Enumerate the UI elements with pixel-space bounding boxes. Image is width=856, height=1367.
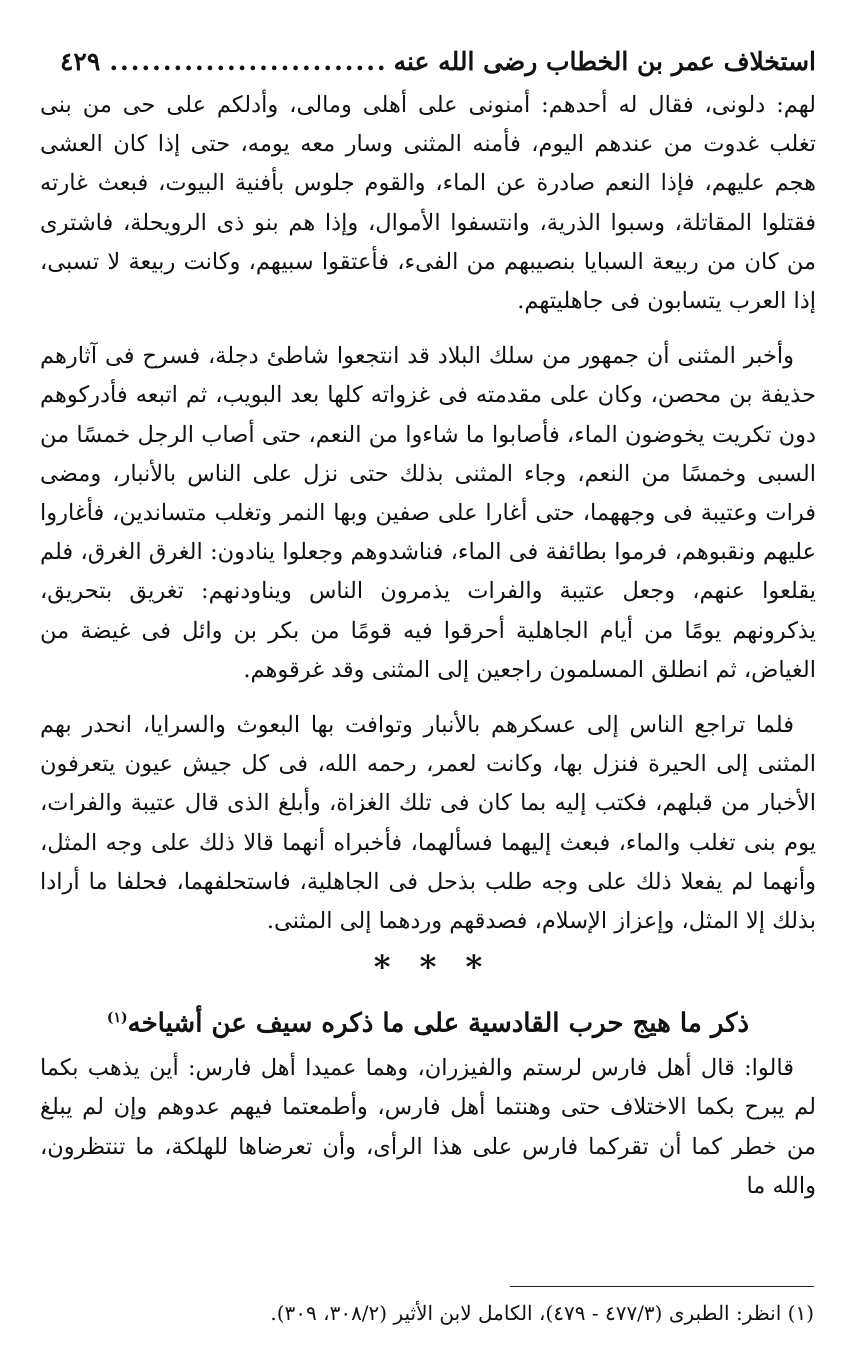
header-title: استخلاف عمر بن الخطاب رضى الله عنه	[393, 47, 816, 76]
running-header	[60, 38, 816, 86]
paragraph-1: لهم: دلونى، فقال له أحدهم: أمنونى على أهلى ومالى، وأدلكم على حى من بنى تغلب غدوت من عندهم اليوم، فأمنه المثنى وسار معه يومه، حتى إذا كان العشى هجم عليهم، فإذا النعم صادرة عن الماء، والقوم جلوس بأفنية البيوت، فبعث غارته فقتلوا المقاتلة، وسبوا الذرية، وانتسفوا الأموال، وإذا هم بنو ذى الرويحلة، فاشترى من كان من ربيعة السبايا بنصيبهم من الفىء، فأعتقوا سبيهم، وكانت ربيعة لا تسبى، إذا العرب يتسابون فى جاهليتهم.	[40, 92, 816, 315]
footnote-divider	[510, 1286, 814, 1287]
section-heading-text: ذكر ما هيج حرب القادسية على ما ذكره سيف عن أشياخه	[127, 1008, 750, 1039]
paragraph-2: وأخبر المثنى أن جمهور من سلك البلاد قد انتجعوا شاطئ دجلة، فسرح فى آثارهم حذيفة بن محصن، وكان على مقدمته فى غزواته كلها بعد البويب، ثم اتبعه فأدركوهم دون تكريت يخوضون الماء، فأصابوا ما شاءوا من النعم، حتى أصاب الرجل خمسًا من السبى وخمسًا من النعم، وجاء المثنى بذلك حتى نزل على الناس بالأنبار، ومضى فرات وعتيبة فى وجههما، حتى أغارا على صفين وبها النمر وتغلب متساندين، فأغاروا عليهم ونقبوهم، فرموا بطائفة فى الماء، فناشدوهم وجعلوا ينادون: الغرق الغرق، فلم يقلعوا عنهم، وجعل عتيبة والفرات يذمرون الناس ويناودنهم: تغريق بتحريق، يذكرونهم يومًا من أيام الجاهلية أحرقوا فيه قومًا من بكر بن وائل فى غيضة من الغياض، ثم انطلق المسلمون راجعين إلى المثنى وقد غرقوهم.	[40, 343, 816, 683]
paragraph-4: قالوا: قال أهل فارس لرستم والفيزران، وهما عميدا أهل فارس: أين يذهب بكما لم يبرح بكما الاختلاف حتى وهنتما أهل فارس، وأطمعتما فيهم عدوهم وإن لم يبلغ من خطر كما أن تقركما فارس على هذا الرأى، وأن تعرضاها للهلكة، ما تنتظرون، والله ما	[40, 1055, 816, 1199]
paragraph-3: فلما تراجع الناس إلى عسكرهم بالأنبار وتوافت بها البعوث والسرايا، انحدر بهم المثنى إلى الحيرة فنزل بها، وكانت لعمر، رحمه الله، فى كل جيش عيون يتعرفون الأخبار من قبلهم، فكتب إليه بما كان فى تلك الغزاة، وأبلغ الذى قال عتيبة والفرات، يوم بنى تغلب والماء، فبعث إليهما فسألهما، فأخبراه أنهما قالا ذلك على وجه المثل، وأنهما لم يفعلا ذلك على وجه طلب بذحل فى الجاهلية، فاستحلفهما، فحلفا ما أرادا بذلك إلا المثل، وإعزاز الإسلام، فصدقهم وردهما إلى المثنى.	[40, 712, 816, 935]
footnote-reference: (١)	[106, 1010, 128, 1027]
page-number: ٤٢٩	[60, 47, 101, 76]
footnote: (١) انظر: الطبرى (٤٧٧/٣ - ٤٧٩)، الكامل لابن الأثير (٣٠٨/٢، ٣٠٩).	[270, 1301, 814, 1325]
section-separator-stars: * * *	[373, 948, 483, 987]
section-heading	[40, 989, 816, 1049]
header-leader-dots: ..........................	[109, 47, 388, 76]
